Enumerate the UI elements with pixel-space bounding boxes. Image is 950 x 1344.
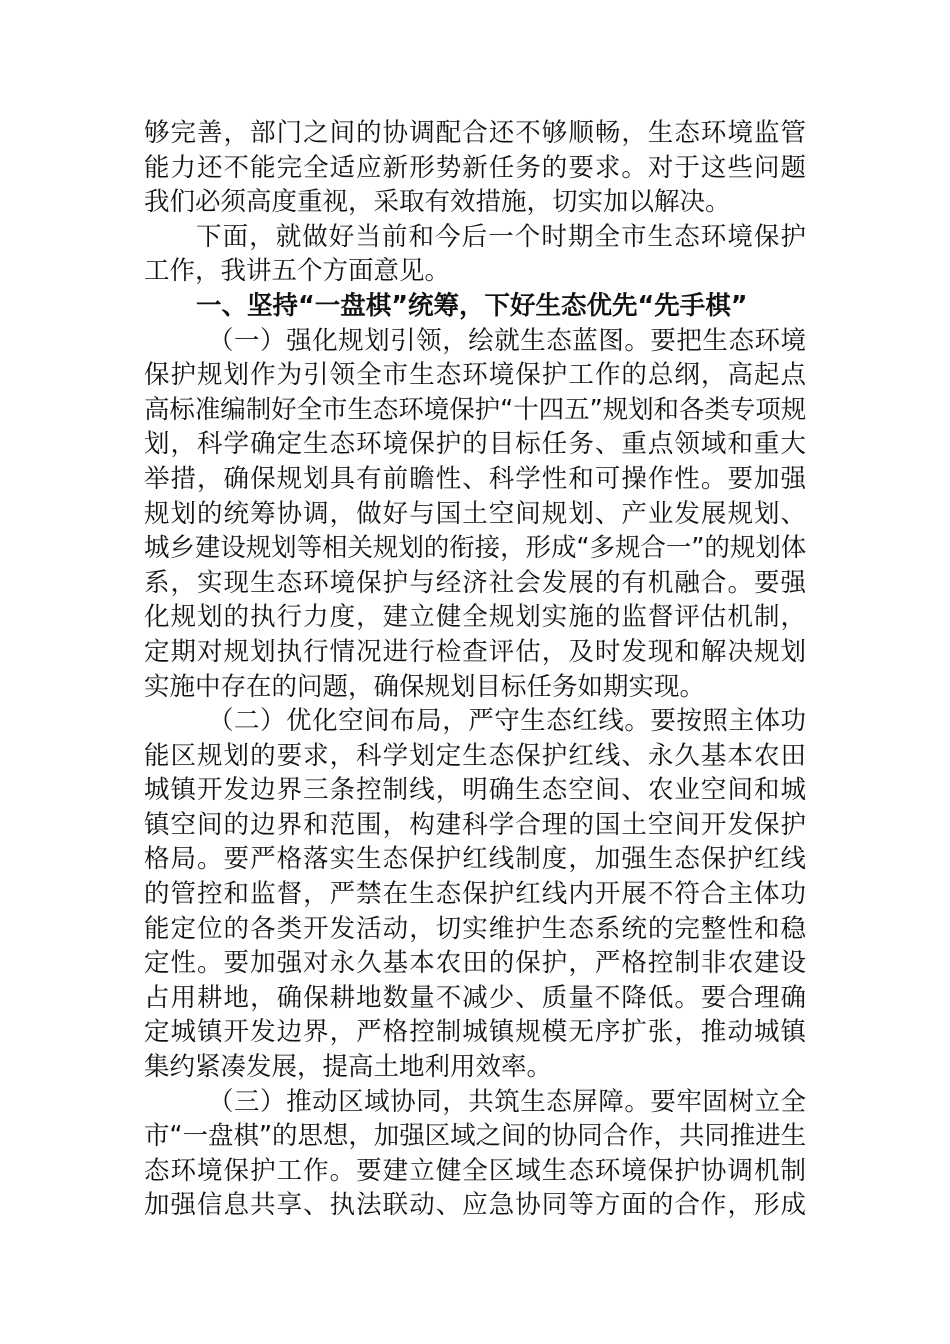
text-line: 实施中存在的问题，确保规划目标任务如期实现。 xyxy=(144,671,706,702)
text-line: 定期对规划执行情况进行检查评估，及时发现和解决规划 xyxy=(144,636,806,667)
text-line: 格局。要严格落实生态保护红线制度，加强生态保护红线 xyxy=(144,844,806,875)
text-line: 的管控和监督，严禁在生态保护红线内开展不符合主体功 xyxy=(144,879,806,910)
text-line: 定城镇开发边界，严格控制城镇规模无序扩张，推动城镇 xyxy=(144,1017,806,1048)
text-line: 我们必须高度重视，采取有效措施，切实加以解决。 xyxy=(144,187,731,218)
text-line: （二）优化空间布局，严守生态红线。要按照主体功 xyxy=(208,706,806,737)
text-line: 规划的统筹协调，做好与国土空间规划、产业发展规划、 xyxy=(144,498,806,529)
text-line: 化规划的执行力度，建立健全规划实施的监督评估机制， xyxy=(144,602,806,633)
text-line: 系，实现生态环境保护与经济社会发展的有机融合。要强 xyxy=(144,567,806,598)
text-line: 能力还不能完全适应新形势新任务的要求。对于这些问题 xyxy=(144,152,806,183)
text-line: 够完善，部门之间的协调配合还不够顺畅，生态环境监管 xyxy=(144,118,806,148)
text-line: 市“一盘棋”的思想，加强区域之间的协同合作，共同推进生 xyxy=(144,1121,806,1152)
text-line: 加强信息共享、执法联动、应急协同等方面的合作，形成 xyxy=(144,1190,806,1221)
text-line: 定性。要加强对永久基本农田的保护，严格控制非农建设 xyxy=(144,948,806,979)
text-line: 城镇开发边界三条控制线，明确生态空间、农业空间和城 xyxy=(144,775,806,806)
text-line: （一）强化规划引领，绘就生态蓝图。要把生态环境 xyxy=(208,325,806,356)
text-line: 工作，我讲五个方面意见。 xyxy=(144,256,451,287)
text-line: 集约紧凑发展，提高土地利用效率。 xyxy=(144,1052,553,1083)
text-line: 城乡建设规划等相关规划的衔接，形成“多规合一”的规划体 xyxy=(144,533,806,564)
text-line: （三）推动区域协同，共筑生态屏障。要牢固树立全 xyxy=(208,1086,806,1117)
section-heading: 一、坚持“一盘棋”统筹，下好生态优先“先手棋” xyxy=(196,290,748,321)
text-line: 保护规划作为引领全市生态环境保护工作的总纲，高起点 xyxy=(144,360,806,391)
text-line: 占用耕地，确保耕地数量不减少、质量不降低。要合理确 xyxy=(144,982,806,1013)
text-line: 划，科学确定生态环境保护的目标任务、重点领域和重大 xyxy=(144,429,806,460)
text-line: 镇空间的边界和范围，构建科学合理的国土空间开发保护 xyxy=(144,809,806,840)
text-line: 举措，确保规划具有前瞻性、科学性和可操作性。要加强 xyxy=(144,463,806,494)
document-body xyxy=(144,116,806,1223)
text-line: 高标准编制好全市生态环境保护“十四五”规划和各类专项规 xyxy=(144,394,806,425)
text-line: 能区规划的要求，科学划定生态保护红线、永久基本农田 xyxy=(144,740,806,771)
text-line: 下面，就做好当前和今后一个时期全市生态环境保护 xyxy=(196,221,806,252)
text-line: 能定位的各类开发活动，切实维护生态系统的完整性和稳 xyxy=(144,913,806,944)
text-line: 态环境保护工作。要建立健全区域生态环境保护协调机制 xyxy=(144,1155,806,1186)
